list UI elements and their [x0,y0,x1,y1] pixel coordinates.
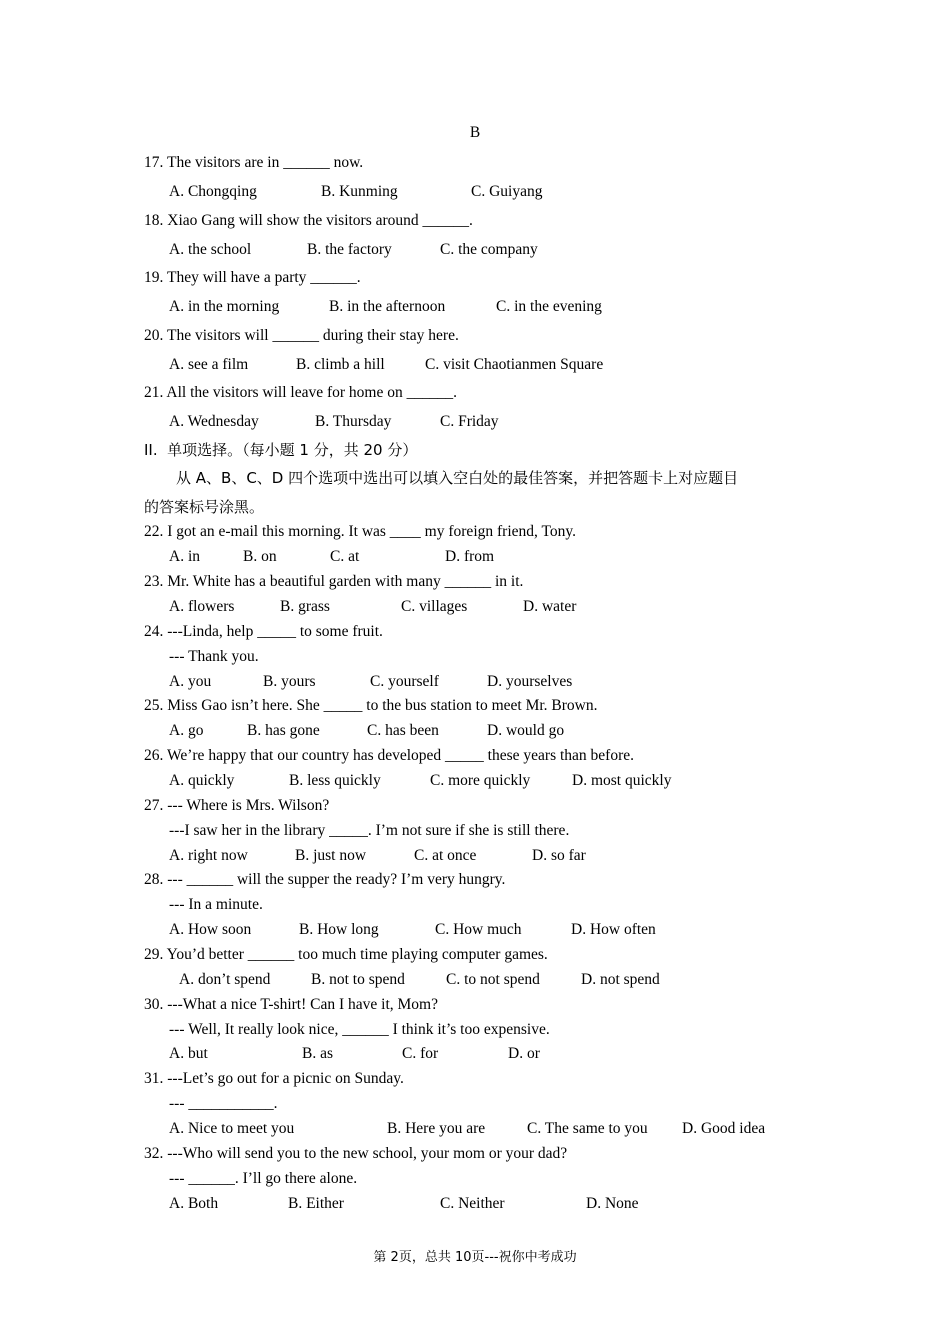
option: C. The same to you [527,1120,648,1137]
question-31-stem: 31. ---Let’s go out for a picnic on Sunday. [144,1070,404,1087]
option: C. at once [414,847,477,864]
option: D. from [445,548,495,565]
option: C. villages [401,598,468,615]
question-19-stem: 19. They will have a party ______. [144,269,361,286]
option: D. yourselves [487,673,573,690]
option: B. the factory [307,241,392,258]
question-22-stem: 22. I got an e-mail this morning. It was ____ my foreign friend, Tony. [144,523,576,540]
option: C. visit Chaotianmen Square [425,356,604,373]
option: A. Wednesday [169,413,259,430]
question-24-line-2: --- Thank you. [169,648,259,665]
option: B. grass [280,598,330,615]
section-heading: II. 单项选择。（每小题 1 分，共 20 分） [144,441,418,459]
option: C. to not spend [446,971,540,988]
question-27-line-2: ---I saw her in the library _____. I’m not sure if she is still there. [169,822,570,839]
option: A. in the morning [169,298,280,315]
option: C. more quickly [430,772,531,789]
question-28-stem: 28. --- ______ will the supper the ready? I’m very hungry. [144,871,506,888]
option: B. as [302,1045,333,1062]
option: A. right now [169,847,248,864]
option: D. not spend [581,971,660,988]
section-instruction: 从 A、B、C、D 四个选项中选出可以填入空白处的最佳答案，并把答题卡上对应题目 [176,469,739,487]
option: A. but [169,1045,208,1062]
option: D. so far [532,847,586,864]
option: D. How often [571,921,656,938]
option: C. in the evening [496,298,602,315]
option: C. How much [435,921,522,938]
option: D. or [508,1045,540,1062]
option: C. Guiyang [471,183,543,200]
option: A. Chongqing [169,183,257,200]
option: A. Both [169,1195,219,1212]
question-23-stem: 23. Mr. White has a beautiful garden with many ______ in it. [144,573,524,590]
option: A. Nice to meet you [169,1120,295,1137]
option: B. yours [263,673,316,690]
option: A. the school [169,241,252,258]
question-32-stem: 32. ---Who will send you to the new school, your mom or your dad? [144,1145,568,1162]
option: B. less quickly [289,772,381,789]
option: B. just now [295,847,367,864]
option: C. the company [440,241,538,258]
question-25-stem: 25. Miss Gao isn’t here. She _____ to the bus station to meet Mr. Brown. [144,697,598,714]
option: A. don’t spend [179,971,271,988]
question-31-line-2: --- ___________. [169,1095,278,1112]
option: B. in the afternoon [329,298,446,315]
question-18-stem: 18. Xiao Gang will show the visitors around ______. [144,212,473,229]
option: C. Neither [440,1195,505,1212]
option: B. How long [299,921,379,938]
option: D. Good idea [682,1120,766,1137]
question-30-stem: 30. ---What a nice T-shirt! Can I have it, Mom? [144,996,438,1013]
option: B. climb a hill [296,356,385,373]
option: B. Kunming [321,183,398,200]
option: C. has been [367,722,439,739]
section-title: B [469,124,481,141]
option: B. Either [288,1195,344,1212]
option: B. has gone [247,722,320,739]
option: A. see a film [169,356,249,373]
question-24-stem: 24. ---Linda, help _____ to some fruit. [144,623,383,640]
option: B. Here you are [387,1120,486,1137]
option: B. on [243,548,277,565]
option: C. at [330,548,360,565]
option: A. flowers [169,598,235,615]
option: A. quickly [169,772,235,789]
option: A. go [169,722,204,739]
page-footer: 第 2页，总共 10页---祝你中考成功 [373,1250,577,1265]
question-28-line-2: --- In a minute. [169,896,263,913]
option: B. Thursday [315,413,392,430]
option: D. None [586,1195,639,1212]
question-30-line-2: --- Well, It really look nice, ______ I think it’s too expensive. [169,1021,550,1038]
question-21-stem: 21. All the visitors will leave for home on ______. [144,384,457,401]
question-26-stem: 26. We’re happy that our country has developed _____ these years than before. [144,747,634,764]
option: C. Friday [440,413,499,430]
option: A. in [169,548,200,565]
question-27-stem: 27. --- Where is Mrs. Wilson? [144,797,330,814]
option: C. for [402,1045,439,1062]
question-29-stem: 29. You’d better ______ too much time playing computer games. [144,946,548,963]
option: A. How soon [169,921,252,938]
question-32-line-2: --- ______. I’ll go there alone. [169,1170,358,1187]
option: A. you [169,673,212,690]
section-instruction-cont: 的答案标号涂黑。 [144,498,265,516]
question-17-stem: 17. The visitors are in ______ now. [144,154,364,171]
option: D. most quickly [572,772,672,789]
question-20-stem: 20. The visitors will ______ during their stay here. [144,327,459,344]
option: D. would go [487,722,565,739]
option: D. water [523,598,577,615]
option: C. yourself [370,673,439,690]
option: B. not to spend [311,971,405,988]
